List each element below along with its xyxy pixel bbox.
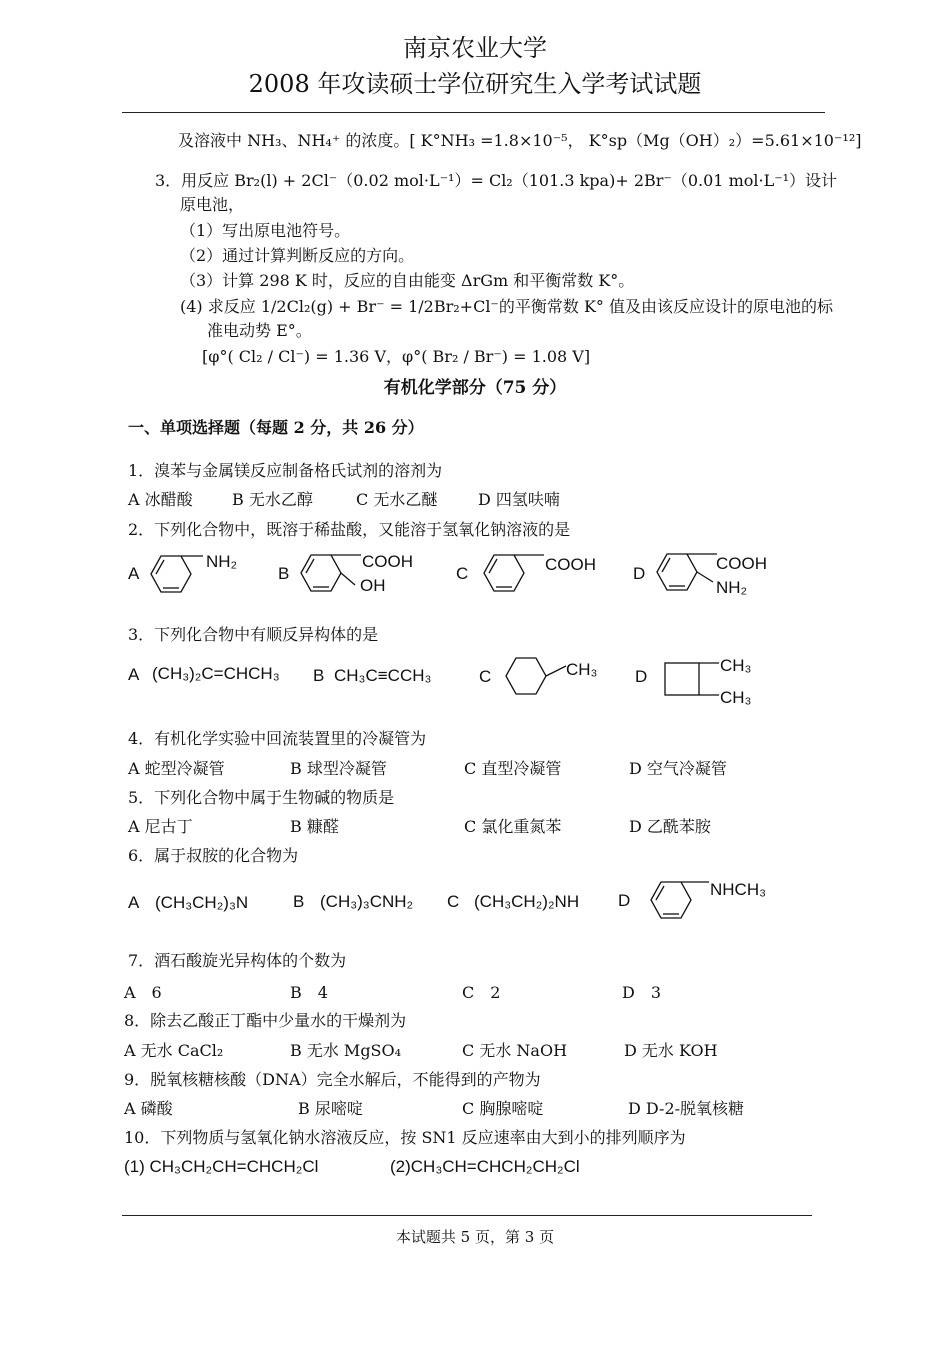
q1-option-d: D 四氢呋喃 bbox=[478, 490, 560, 509]
q8-option-c: C 无水 NaOH bbox=[462, 1041, 568, 1060]
q6-option-b-label: B bbox=[293, 892, 305, 911]
q6-stem: 6．属于叔胺的化合物为 bbox=[128, 846, 299, 865]
exam-title: 2008 年攻读硕士学位研究生入学考试试题 bbox=[248, 70, 702, 98]
q3-inorganic-stem-2: 原电池， bbox=[180, 195, 245, 214]
q6-option-c-label: C bbox=[447, 892, 460, 911]
q5-option-a: A 尼古丁 bbox=[128, 817, 193, 836]
q3-part-4: (4) 求反应 1/2Cl₂(g) + Br⁻ = 1/2Br₂+Cl⁻的平衡常数 K° 值及由该反应设计的原电池的标 bbox=[180, 297, 834, 316]
q7-stem: 7．酒石酸旋光异构体的个数为 bbox=[128, 951, 347, 970]
header-rule bbox=[122, 112, 825, 113]
benzene-ring-icon bbox=[145, 550, 260, 600]
q3-d-ch3-top: CH₃ bbox=[720, 656, 752, 675]
q4-option-c: C 直型冷凝管 bbox=[464, 759, 562, 778]
q9-option-b: B 尿嘧啶 bbox=[298, 1099, 363, 1118]
q3-part-2: （2）通过计算判断反应的方向。 bbox=[180, 246, 415, 265]
q2-c-cooh: COOH bbox=[545, 555, 596, 574]
q1-stem: 1．溴苯与金属镁反应制备格氏试剂的溶剂为 bbox=[128, 461, 443, 480]
q6-d-n-methylaniline bbox=[645, 876, 720, 926]
footer-rule bbox=[122, 1215, 812, 1216]
university-title: 南京农业大学 bbox=[403, 34, 547, 62]
q10-option-2: (2)CH₃CH=CHCH₂CH₂Cl bbox=[390, 1157, 580, 1176]
q3-stem: 3．下列化合物中有顺反异构体的是 bbox=[128, 625, 379, 644]
q10-stem: 10．下列物质与氢氧化钠水溶液反应，按 SN1 反应速率由大到小的排列顺序为 bbox=[124, 1128, 686, 1147]
q9-option-c: C 胸腺嘧啶 bbox=[462, 1099, 544, 1118]
q3-part-1: （1）写出原电池符号。 bbox=[180, 221, 351, 240]
q7-option-d: D 3 bbox=[622, 983, 662, 1002]
q1-option-c: C 无水乙醚 bbox=[356, 490, 438, 509]
q2-a-aniline bbox=[145, 550, 260, 600]
q3-c-ch3: CH₃ bbox=[566, 660, 598, 679]
q4-option-d: D 空气冷凝管 bbox=[629, 759, 727, 778]
q2-option-b: B bbox=[278, 564, 290, 583]
q9-stem: 9．脱氧核糖核酸（DNA）完全水解后，不能得到的产物为 bbox=[124, 1070, 541, 1089]
q2-d-nh2: NH₂ bbox=[716, 578, 748, 597]
q3-option-a-formula: (CH₃)₂C=CHCH₃ bbox=[152, 664, 280, 683]
q6-option-a-label: A bbox=[128, 893, 140, 912]
q6-option-d-label: D bbox=[618, 891, 631, 910]
q3-option-d-label: D bbox=[635, 667, 648, 686]
part-one-title: 一、单项选择题（每题 2 分，共 26 分） bbox=[128, 418, 424, 437]
q5-stem: 5．下列化合物中属于生物碱的物质是 bbox=[128, 788, 395, 807]
q8-stem: 8．除去乙酸正丁酯中少量水的干燥剂为 bbox=[124, 1011, 407, 1030]
q1-option-a: A 冰醋酸 bbox=[128, 490, 193, 509]
q2-stem: 2．下列化合物中，既溶于稀盐酸，又能溶于氢氧化钠溶液的是 bbox=[128, 520, 571, 539]
q2-d-cooh: COOH bbox=[716, 554, 767, 573]
q7-option-a: A 6 bbox=[124, 983, 162, 1002]
q5-option-d: D 乙酰苯胺 bbox=[629, 817, 711, 836]
q8-option-a: A 无水 CaCl₂ bbox=[124, 1041, 224, 1060]
q4-stem: 4．有机化学实验中回流装置里的冷凝管为 bbox=[128, 729, 427, 748]
q6-option-a-formula: (CH₃CH₂)₃N bbox=[155, 893, 249, 912]
q3-c-methylcyclohexane bbox=[500, 652, 575, 702]
continuation-line: 及溶液中 NH₃、NH₄⁺ 的浓度。[ K°NH₃ =1.8×10⁻⁵， K°sp（Mg（OH）₂）=5.61×10⁻¹²] bbox=[178, 131, 862, 150]
q3-part-4-cont: 准电动势 E°。 bbox=[207, 321, 312, 340]
q3-inorganic-stem: 3．用反应 Br₂(l) + 2Cl⁻（0.02 mol·L⁻¹）= Cl₂（101.3 kpa)+ 2Br⁻（0.01 mol·L⁻¹）设计 bbox=[155, 171, 838, 190]
q9-option-a: A 磷酸 bbox=[124, 1099, 173, 1118]
q3-d-ch3-bottom: CH₃ bbox=[720, 688, 752, 707]
q2-option-d: D bbox=[633, 564, 646, 583]
q7-option-c: C 2 bbox=[462, 983, 501, 1002]
q3-option-b-formula: CH₃C≡CCH₃ bbox=[334, 666, 432, 685]
q4-option-a: A 蛇型冷凝管 bbox=[128, 759, 225, 778]
q2-b-cooh: COOH bbox=[362, 552, 413, 571]
q3-given-potentials: [φ°( Cl₂ / Cl⁻) = 1.36 V，φ°( Br₂ / Br⁻) = 1.08 V] bbox=[202, 347, 591, 366]
q2-option-a: A bbox=[128, 564, 140, 583]
q3-option-b-label: B bbox=[313, 666, 325, 685]
q2-option-c: C bbox=[456, 564, 469, 583]
q3-option-c-label: C bbox=[479, 667, 492, 686]
section-title: 有机化学部分（75 分） bbox=[383, 378, 567, 398]
q6-d-nhch3: NHCH₃ bbox=[710, 880, 767, 899]
q5-option-c: C 氯化重氮苯 bbox=[464, 817, 562, 836]
q8-option-d: D 无水 KOH bbox=[624, 1041, 718, 1060]
q3-option-a-label: A bbox=[128, 665, 140, 684]
q4-option-b: B 球型冷凝管 bbox=[290, 759, 387, 778]
q8-option-b: B 无水 MgSO₄ bbox=[290, 1041, 402, 1060]
q2-a-substituent: NH₂ bbox=[206, 552, 238, 571]
q5-option-b: B 糠醛 bbox=[290, 817, 339, 836]
q3-part-3: （3）计算 298 K 时，反应的自由能变 ΔrGm 和平衡常数 K°。 bbox=[180, 271, 635, 290]
q9-option-d: D D-2-脱氧核糖 bbox=[628, 1099, 745, 1118]
q6-option-c-formula: (CH₃CH₂)₂NH bbox=[474, 892, 580, 911]
q1-option-b: B 无水乙醇 bbox=[232, 490, 313, 509]
page-info: 本试题共 5 页，第 3 页 bbox=[395, 1228, 555, 1246]
q6-option-b-formula: (CH₃)₃CNH₂ bbox=[320, 892, 414, 911]
q10-option-1: (1) CH₃CH₂CH=CHCH₂Cl bbox=[124, 1157, 319, 1176]
q2-b-oh: OH bbox=[360, 576, 386, 595]
q7-option-b: B 4 bbox=[290, 983, 328, 1002]
